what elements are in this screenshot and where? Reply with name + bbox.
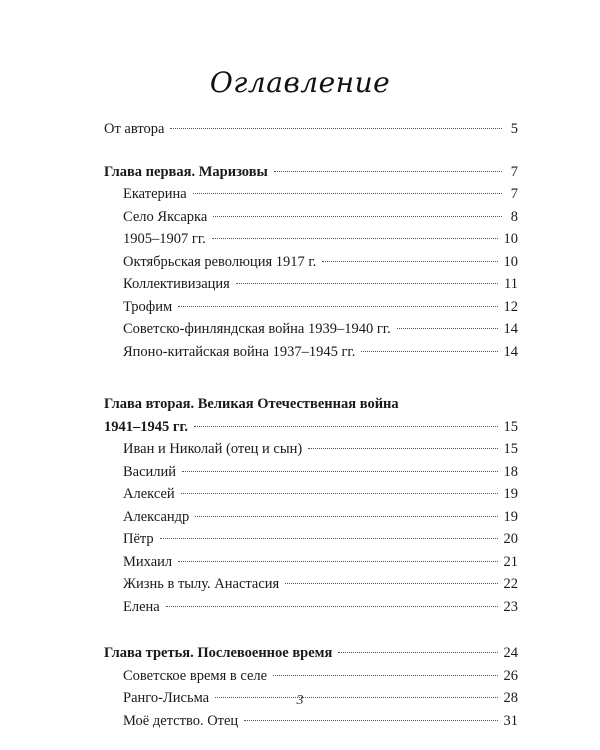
chapter-title-line[interactable]: Глава вторая. Великая Отечественная война <box>104 396 399 412</box>
toc-entry-title: Советское время в селе <box>123 667 268 684</box>
toc-entry-page: 10 <box>503 231 518 247</box>
toc-entry-title: Советско-финляндская война 1939–1940 гг. <box>123 321 391 337</box>
dot-leader <box>322 261 497 262</box>
toc-entry-page: 26 <box>503 667 518 684</box>
toc-entry[interactable] <box>104 296 518 319</box>
toc-entry[interactable] <box>104 483 518 506</box>
table-of-contents <box>104 118 518 732</box>
dot-leader <box>285 583 497 584</box>
chapter-page: 7 <box>510 163 518 180</box>
toc-entry-title: От автора <box>104 121 165 137</box>
toc-entry-page: 22 <box>503 576 518 592</box>
toc-entry-page: 8 <box>510 208 518 225</box>
toc-entry-page: 18 <box>503 463 518 480</box>
toc-entry[interactable] <box>104 461 518 484</box>
toc-entry-title: Василий <box>123 463 177 480</box>
toc-entry[interactable] <box>104 251 518 274</box>
toc-entry-page: 19 <box>503 508 518 525</box>
toc-entry-title: Коллективизация <box>123 276 230 292</box>
toc-entry[interactable] <box>104 183 518 206</box>
toc-entry[interactable] <box>104 596 518 619</box>
dot-leader <box>195 516 497 517</box>
dot-leader <box>170 128 502 129</box>
toc-chapter-2[interactable] <box>104 416 518 439</box>
toc-entry-title: Иван и Николай (отец и сын) <box>123 441 303 457</box>
toc-entry-page: 21 <box>503 553 518 570</box>
toc-entry[interactable] <box>104 665 518 688</box>
toc-entry[interactable] <box>104 551 518 574</box>
toc-entry-page: 20 <box>503 531 518 547</box>
toc-entry-title: Пётр <box>123 531 154 547</box>
toc-entry[interactable] <box>104 206 518 229</box>
toc-entry-title: Село Яксарка <box>123 208 208 225</box>
toc-entry-page: 28 <box>503 690 518 706</box>
toc-entry[interactable] <box>104 528 518 551</box>
toc-entry[interactable] <box>104 438 518 461</box>
dot-leader <box>361 351 497 352</box>
toc-entry-title: 1905–1907 гг. <box>123 231 206 247</box>
toc-entry-intro[interactable] <box>104 118 518 141</box>
chapter-page: 24 <box>503 645 518 661</box>
toc-entry-title: Ранго-Лисьма <box>123 690 210 706</box>
chapter-title: Глава первая. Маризовы <box>104 163 268 180</box>
toc-entry-page: 15 <box>503 441 518 457</box>
dot-leader <box>182 471 497 472</box>
chapter-title: 1941–1945 гг. <box>104 418 189 435</box>
toc-entry-page: 14 <box>503 321 518 337</box>
toc-entry-title: Моё детство. Отец <box>123 712 239 729</box>
chapter-page: 15 <box>503 418 518 435</box>
dot-leader <box>273 675 497 676</box>
toc-entry[interactable] <box>104 341 518 364</box>
toc-entry[interactable] <box>104 506 518 529</box>
dot-leader <box>274 171 502 172</box>
toc-entry-page: 11 <box>504 276 518 292</box>
dot-leader <box>178 561 497 562</box>
dot-leader <box>181 493 498 494</box>
dot-leader <box>160 538 498 539</box>
toc-chapter-1[interactable] <box>104 161 518 184</box>
dot-leader <box>244 720 497 721</box>
toc-entry-page: 10 <box>503 253 518 270</box>
dot-leader <box>213 216 502 217</box>
page-title: Оглавление <box>209 66 391 99</box>
toc-entry-page: 5 <box>510 121 518 137</box>
dot-leader <box>236 283 498 284</box>
toc-entry-title: Алексей <box>123 486 175 502</box>
toc-entry-title: Трофим <box>123 298 173 315</box>
toc-entry-title: Елена <box>123 598 160 615</box>
dot-leader <box>338 652 497 653</box>
toc-entry-page: 23 <box>503 598 518 615</box>
toc-entry[interactable] <box>104 273 518 296</box>
dot-leader <box>178 306 497 307</box>
toc-entry[interactable] <box>104 710 518 733</box>
toc-entry-page: 14 <box>503 343 518 360</box>
toc-entry-title: Японо-китайская война 1937–1945 гг. <box>123 343 356 360</box>
dot-leader <box>166 606 498 607</box>
dot-leader <box>308 448 497 449</box>
toc-entry-title: Александр <box>123 508 190 525</box>
toc-entry-page: 31 <box>503 712 518 729</box>
chapter-title: Глава третья. Послевоенное время <box>104 645 333 661</box>
page-number: 3 <box>296 693 304 708</box>
toc-entry[interactable] <box>104 228 518 251</box>
toc-entry-page: 12 <box>503 298 518 315</box>
toc-entry-page: 7 <box>510 186 518 202</box>
dot-leader <box>397 328 498 329</box>
toc-entry[interactable] <box>104 573 518 596</box>
dot-leader <box>194 426 497 427</box>
dot-leader <box>193 193 502 194</box>
toc-entry[interactable] <box>104 318 518 341</box>
dot-leader <box>212 238 498 239</box>
toc-entry-title: Октябрьская революция 1917 г. <box>123 253 317 270</box>
toc-entry-title: Михаил <box>123 553 173 570</box>
toc-entry-title: Жизнь в тылу. Анастасия <box>123 576 280 592</box>
toc-chapter-3[interactable] <box>104 642 518 665</box>
toc-entry-title: Екатерина <box>123 186 187 202</box>
toc-entry-page: 19 <box>503 486 518 502</box>
